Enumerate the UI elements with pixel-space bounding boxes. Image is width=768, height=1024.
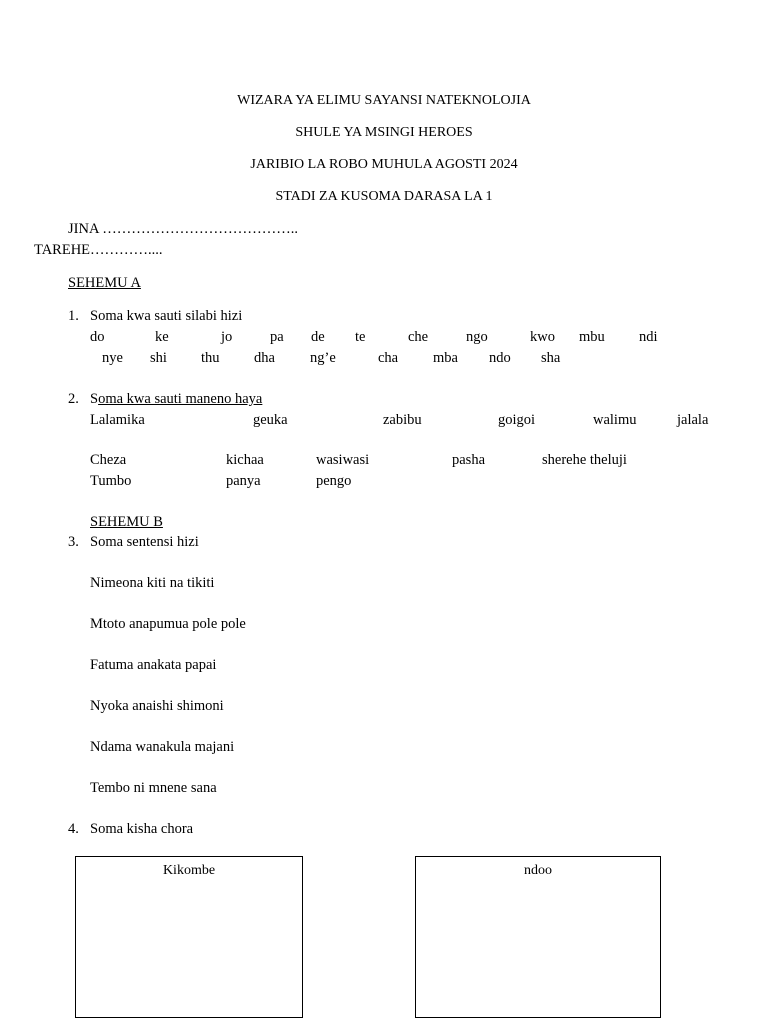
q2-instruction-first: S bbox=[90, 391, 99, 407]
sentence: Fatuma anakata papai bbox=[90, 657, 217, 673]
header-ministry: WIZARA YA ELIMU SAYANSI NATEKNOLOJIA bbox=[237, 93, 531, 108]
q4-instruction: Soma kisha chora bbox=[90, 821, 194, 837]
section-a-title: SEHEMU A bbox=[68, 275, 141, 291]
syllable: ndi bbox=[639, 329, 658, 345]
header-school: SHULE YA MSINGI HEROES bbox=[295, 125, 473, 140]
word: jalala bbox=[677, 412, 709, 428]
syllable: de bbox=[311, 329, 325, 345]
syllable: ng’e bbox=[310, 350, 336, 366]
syllable: shi bbox=[150, 350, 167, 366]
word: panya bbox=[226, 473, 261, 489]
syllable: kwo bbox=[530, 329, 555, 345]
word: sherehe theluji bbox=[542, 452, 627, 468]
word: Cheza bbox=[90, 452, 127, 468]
sentence: Tembo ni mnene sana bbox=[90, 780, 217, 796]
syllable: ke bbox=[155, 329, 169, 345]
q2-instruction-rest: oma kwa sauti maneno haya bbox=[98, 391, 263, 407]
syllable: ngo bbox=[466, 329, 488, 345]
sentence: Ndama wanakula majani bbox=[90, 739, 235, 755]
sentence: Nyoka anaishi shimoni bbox=[90, 698, 224, 714]
drawing-box-bucket[interactable] bbox=[415, 856, 661, 1018]
q3-instruction: Soma sentensi hizi bbox=[90, 534, 199, 550]
sentence: Nimeona kiti na tikiti bbox=[90, 575, 215, 591]
drawing-box-label: ndoo bbox=[524, 863, 552, 878]
word: kichaa bbox=[226, 452, 264, 468]
word: pengo bbox=[316, 473, 352, 489]
q2-number: 2. bbox=[68, 391, 79, 407]
q2-instruction bbox=[90, 392, 262, 407]
word: pasha bbox=[452, 452, 486, 468]
header-exam: JARIBIO LA ROBO MUHULA AGOSTI 2024 bbox=[250, 157, 518, 172]
q4-number: 4. bbox=[68, 821, 79, 837]
sentence: Mtoto anapumua pole pole bbox=[90, 616, 246, 632]
syllable: jo bbox=[221, 329, 233, 345]
syllable: mba bbox=[433, 350, 458, 366]
word: wasiwasi bbox=[316, 452, 370, 468]
syllable: nye bbox=[102, 350, 123, 366]
word: goigoi bbox=[498, 412, 536, 428]
word: Tumbo bbox=[90, 473, 132, 489]
syllable: cha bbox=[378, 350, 399, 366]
drawing-box-cup[interactable] bbox=[75, 856, 303, 1018]
syllable: sha bbox=[541, 350, 561, 366]
syllable: do bbox=[90, 329, 105, 345]
syllable: te bbox=[355, 329, 366, 345]
section-b-title: SEHEMU B bbox=[90, 514, 163, 530]
q1-instruction: Soma kwa sauti silabi hizi bbox=[90, 308, 243, 324]
header-subject: STADI ZA KUSOMA DARASA LA 1 bbox=[275, 189, 493, 204]
q1-number: 1. bbox=[68, 308, 79, 324]
syllable: mbu bbox=[579, 329, 605, 345]
name-field: JINA ………………………………….. bbox=[68, 221, 298, 237]
q3-number: 3. bbox=[68, 534, 79, 550]
syllable: thu bbox=[201, 350, 220, 366]
word: Lalamika bbox=[90, 412, 145, 428]
date-field: TAREHE………….... bbox=[34, 242, 163, 258]
word: zabibu bbox=[383, 412, 422, 428]
syllable: dha bbox=[254, 350, 275, 366]
syllable: che bbox=[408, 329, 429, 345]
drawing-box-label: Kikombe bbox=[162, 863, 216, 878]
syllable: pa bbox=[270, 329, 284, 345]
word: walimu bbox=[593, 412, 637, 428]
syllable: ndo bbox=[489, 350, 511, 366]
word: geuka bbox=[253, 412, 288, 428]
